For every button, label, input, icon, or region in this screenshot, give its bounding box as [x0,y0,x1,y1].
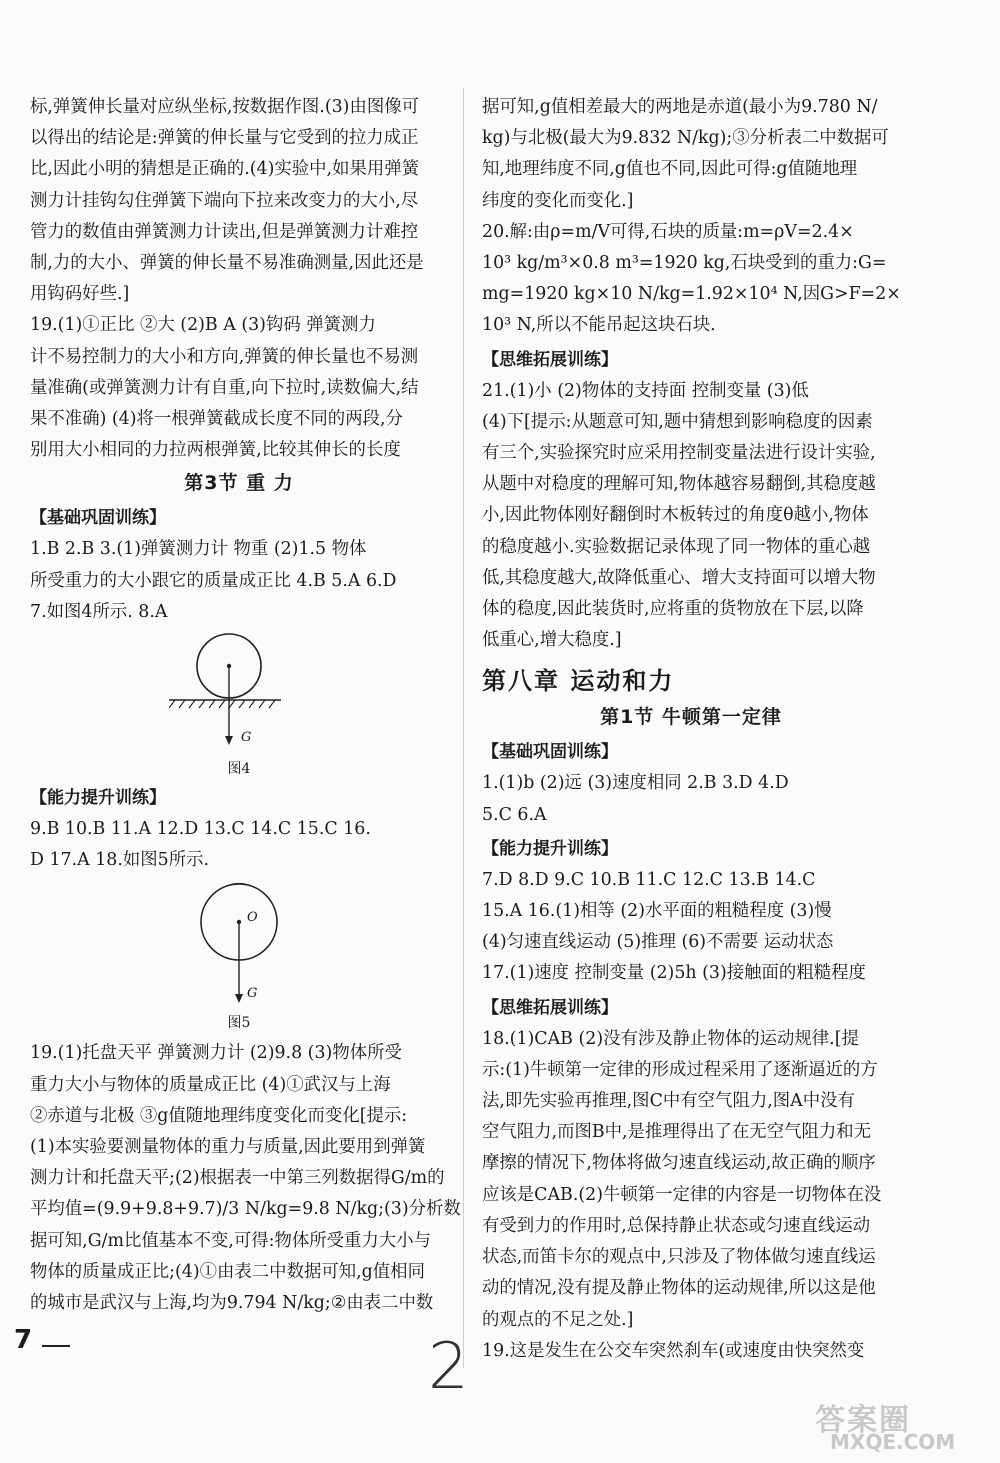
text-line: 的稳度越小.实验数据记录体现了同一物体的重心越 [482,536,871,557]
text-line: mg=1920 kg×10 N/kg=1.92×10⁴ N,因G>F=2× [482,284,901,305]
figure-4-diagram [169,632,309,758]
text-line: 重力大小与物体的质量成正比 (4)①武汉与上海 [30,1074,391,1095]
text-line: 以得出的结论是:弹簧的伸长量与它受到的拉力成正 [30,128,419,149]
watermark-logo: 答案圈 [815,1403,911,1438]
text-line: 平均值=(9.9+9.8+9.7)/3 N/kg=9.8 N/kg;(3)分析数 [30,1199,461,1220]
text-line: 所受重力的大小跟它的质量成正比 4.B 5.A 6.D [30,570,397,591]
section-title: 第3节 重 力 [184,472,294,495]
figure-4-caption: 图4 [227,761,251,778]
text-line: 计不易控制力的大小和方向,弹簧的伸长量也不易测 [30,346,419,367]
text-line: 18.(1)CAB (2)没有涉及静止物体的运动规律.[提 [482,1028,859,1049]
figure-4 [169,632,309,758]
tag-basic: 【基础巩固训练】 [30,508,166,529]
tag-basic: 【基础巩固训练】 [482,742,618,763]
text-line: 19.(1)托盘天平 弹簧测力计 (2)9.8 (3)物体所受 [30,1043,402,1064]
text-line: 19.这是发生在公交车突然刹车(或速度由快突然变 [482,1340,865,1361]
left-column [30,92,461,1319]
fig5-g-label: G [247,986,258,1002]
text-line: 据可知,G/m比值基本不变,可得:物体所受重力大小与 [30,1230,431,1251]
text-line: 有三个,实验探究时应采用控制变量法进行设计实验, [482,443,876,464]
continued-paragraph [482,92,900,217]
text-line: 法,即先实验再推理,图C中有空气阻力,图A中没有 [482,1091,855,1112]
text-line: 知,地理纬度不同,g值也不同,因此可得:g值随地理 [482,159,858,180]
answer-18-19 [482,1024,900,1367]
handwritten-mark: 2 [428,1330,469,1404]
text-line: 用钩码好些.] [30,284,130,305]
text-line: 动的情况,没有提及静止物体的运动规律,所以这是他 [482,1278,876,1299]
text-line: 10³ kg/m³×0.8 m³=1920 kg,石块受到的重力:G= [482,253,887,274]
figure-5 [189,880,289,1012]
text-line: 纬度的变化而变化.] [482,190,634,211]
text-line: 1.(1)b (2)远 (3)速度相同 2.B 3.D 4.D [482,773,789,794]
page-number: 7 [14,1325,33,1355]
text-line: 别用大小相同的力拉两根弹簧,比较其伸长的长度 [30,440,401,461]
text-line: ②赤道与北极 ③g值随地理纬度变化而变化[提示: [30,1105,408,1126]
figure-5-diagram [189,880,289,1012]
text-line: 物体的质量成正比;(4)①由表二中数据可知,g值相同 [30,1261,425,1282]
text-line: 7.如图4所示. 8.A [30,601,168,622]
text-line: 标,弹簧伸长量对应纵坐标,按数据作图.(3)由图像可 [30,97,420,117]
answer-19 [30,310,448,466]
text-line: 量准确(或弹簧测力计有自重,向下拉时,读数偏大,结 [30,377,419,398]
text-line: 管力的数值由弹簧测力计读出,但是弹簧测力计难控 [30,221,419,242]
text-line: 据可知,g值相差最大的两地是赤道(最小为9.780 N/ [482,97,878,117]
text-line: 应该是CAB.(2)牛顿第一定律的内容是一切物体在没 [482,1184,882,1205]
basic-answers [30,534,448,628]
text-line: 5.C 6.A [482,804,547,825]
text-line: 的观点的不足之处.] [482,1309,634,1330]
text-line: 9.B 10.B 11.A 12.D 13.C 14.C 15.C 16. [30,819,371,840]
text-line: 19.(1)①正比 ②大 (2)B A (3)钩码 弹簧测力 [30,315,376,336]
basic-answers [482,768,900,830]
right-column [482,92,900,1367]
fig4-g-label: G [241,730,252,746]
answer-21 [482,376,900,657]
text-line: 17.(1)速度 控制变量 (2)5h (3)接触面的粗糙程度 [482,963,866,984]
text-line: 制,力的大小、弹簧的伸长量不易准确测量,因此还是 [30,253,424,274]
text-line: D 17.A 18.如图5所示. [30,850,210,871]
text-line: 低,其稳度越大,故降低重心、增大支持面可以增大物 [482,567,876,588]
text-line: (4)匀速直线运动 (5)推理 (6)不需要 运动状态 [482,932,834,953]
text-line: 的城市是武汉与上海,均为9.794 N/kg;②由表二中数 [30,1293,434,1314]
watermark-url: MXQE.COM [830,1430,956,1454]
text-line: 果不准确) (4)将一根弹簧截成长度不同的两段,分 [30,409,403,430]
text-line: 从题中对稳度的理解可知,物体越容易翻倒,其稳度越 [482,474,876,495]
tag-ability: 【能力提升训练】 [482,838,618,859]
text-line: 低重心,增大稳度.] [482,630,622,651]
ability-answers [30,814,448,876]
text-line: 10³ N,所以不能吊起这块石块. [482,315,716,336]
text-line: kg)与北极(最大为9.832 N/kg);③分析表二中数据可 [482,128,889,149]
intro-paragraph [30,92,448,310]
text-line: 示:(1)牛顿第一定律的形成过程采用了逐渐逼近的方 [482,1059,878,1080]
text-line: 7.D 8.D 9.C 10.B 11.C 12.C 13.B 14.C [482,869,816,890]
text-line: 1.B 2.B 3.(1)弹簧测力计 物重 (2)1.5 物体 [30,539,367,560]
answer-19-section3 [30,1038,461,1319]
figure-5-caption: 图5 [227,1015,251,1032]
text-line: 状态,而笛卡尔的观点中,只涉及了物体做匀速直线运 [482,1247,876,1268]
text-line: 比,因此小明的猜想是正确的.(4)实验中,如果用弹簧 [30,159,420,180]
text-line: 有受到力的作用时,总保持静止状态或匀速直线运动 [482,1215,871,1236]
text-line: 小,因此物体刚好翻倒时木板转过的角度θ越小,物体 [482,505,869,526]
text-line: 20.解:由ρ=m/V可得,石块的质量:m=ρV=2.4× [482,221,854,242]
ground-hatching [169,700,275,708]
column-divider [463,88,464,1368]
gravity-arrowhead [225,736,233,745]
tag-extend: 【思维拓展训练】 [482,349,618,370]
text-line: 体的稳度,因此装货时,应将重的货物放在下层,以降 [482,599,864,620]
fig5-o-label: O [247,910,258,926]
text-line: 测力计和托盘天平;(2)根据表一中第三列数据得G/m的 [30,1168,445,1189]
tag-extend: 【思维拓展训练】 [482,997,618,1018]
text-line: 摩擦的情况下,物体将做匀速直线运动,故正确的顺序 [482,1153,876,1174]
answer-20 [482,217,900,342]
gravity-arrowhead [235,994,243,1003]
ability-answers [482,865,900,990]
text-line: (1)本实验要测量物体的重力与质量,因此要用到弹簧 [30,1137,426,1158]
text-line: 15.A 16.(1)相等 (2)水平面的粗糙程度 (3)慢 [482,901,832,922]
section-title: 第1节 牛顿第一定律 [600,706,782,729]
chapter-title: 第八章 运动和力 [482,667,675,696]
text-line: 21.(1)小 (2)物体的支持面 控制变量 (3)低 [482,380,809,401]
text-line: 测力计挂钩勾住弹簧下端向下拉来改变力的大小,尽 [30,190,419,211]
text-line: (4)下[提示:从题意可知,题中猜想到影响稳度的因素 [482,411,873,432]
page-number-rule [42,1345,70,1347]
text-line: 空气阻力,而图B中,是推理得出了在无空气阻力和无 [482,1122,872,1143]
tag-ability: 【能力提升训练】 [30,788,166,809]
